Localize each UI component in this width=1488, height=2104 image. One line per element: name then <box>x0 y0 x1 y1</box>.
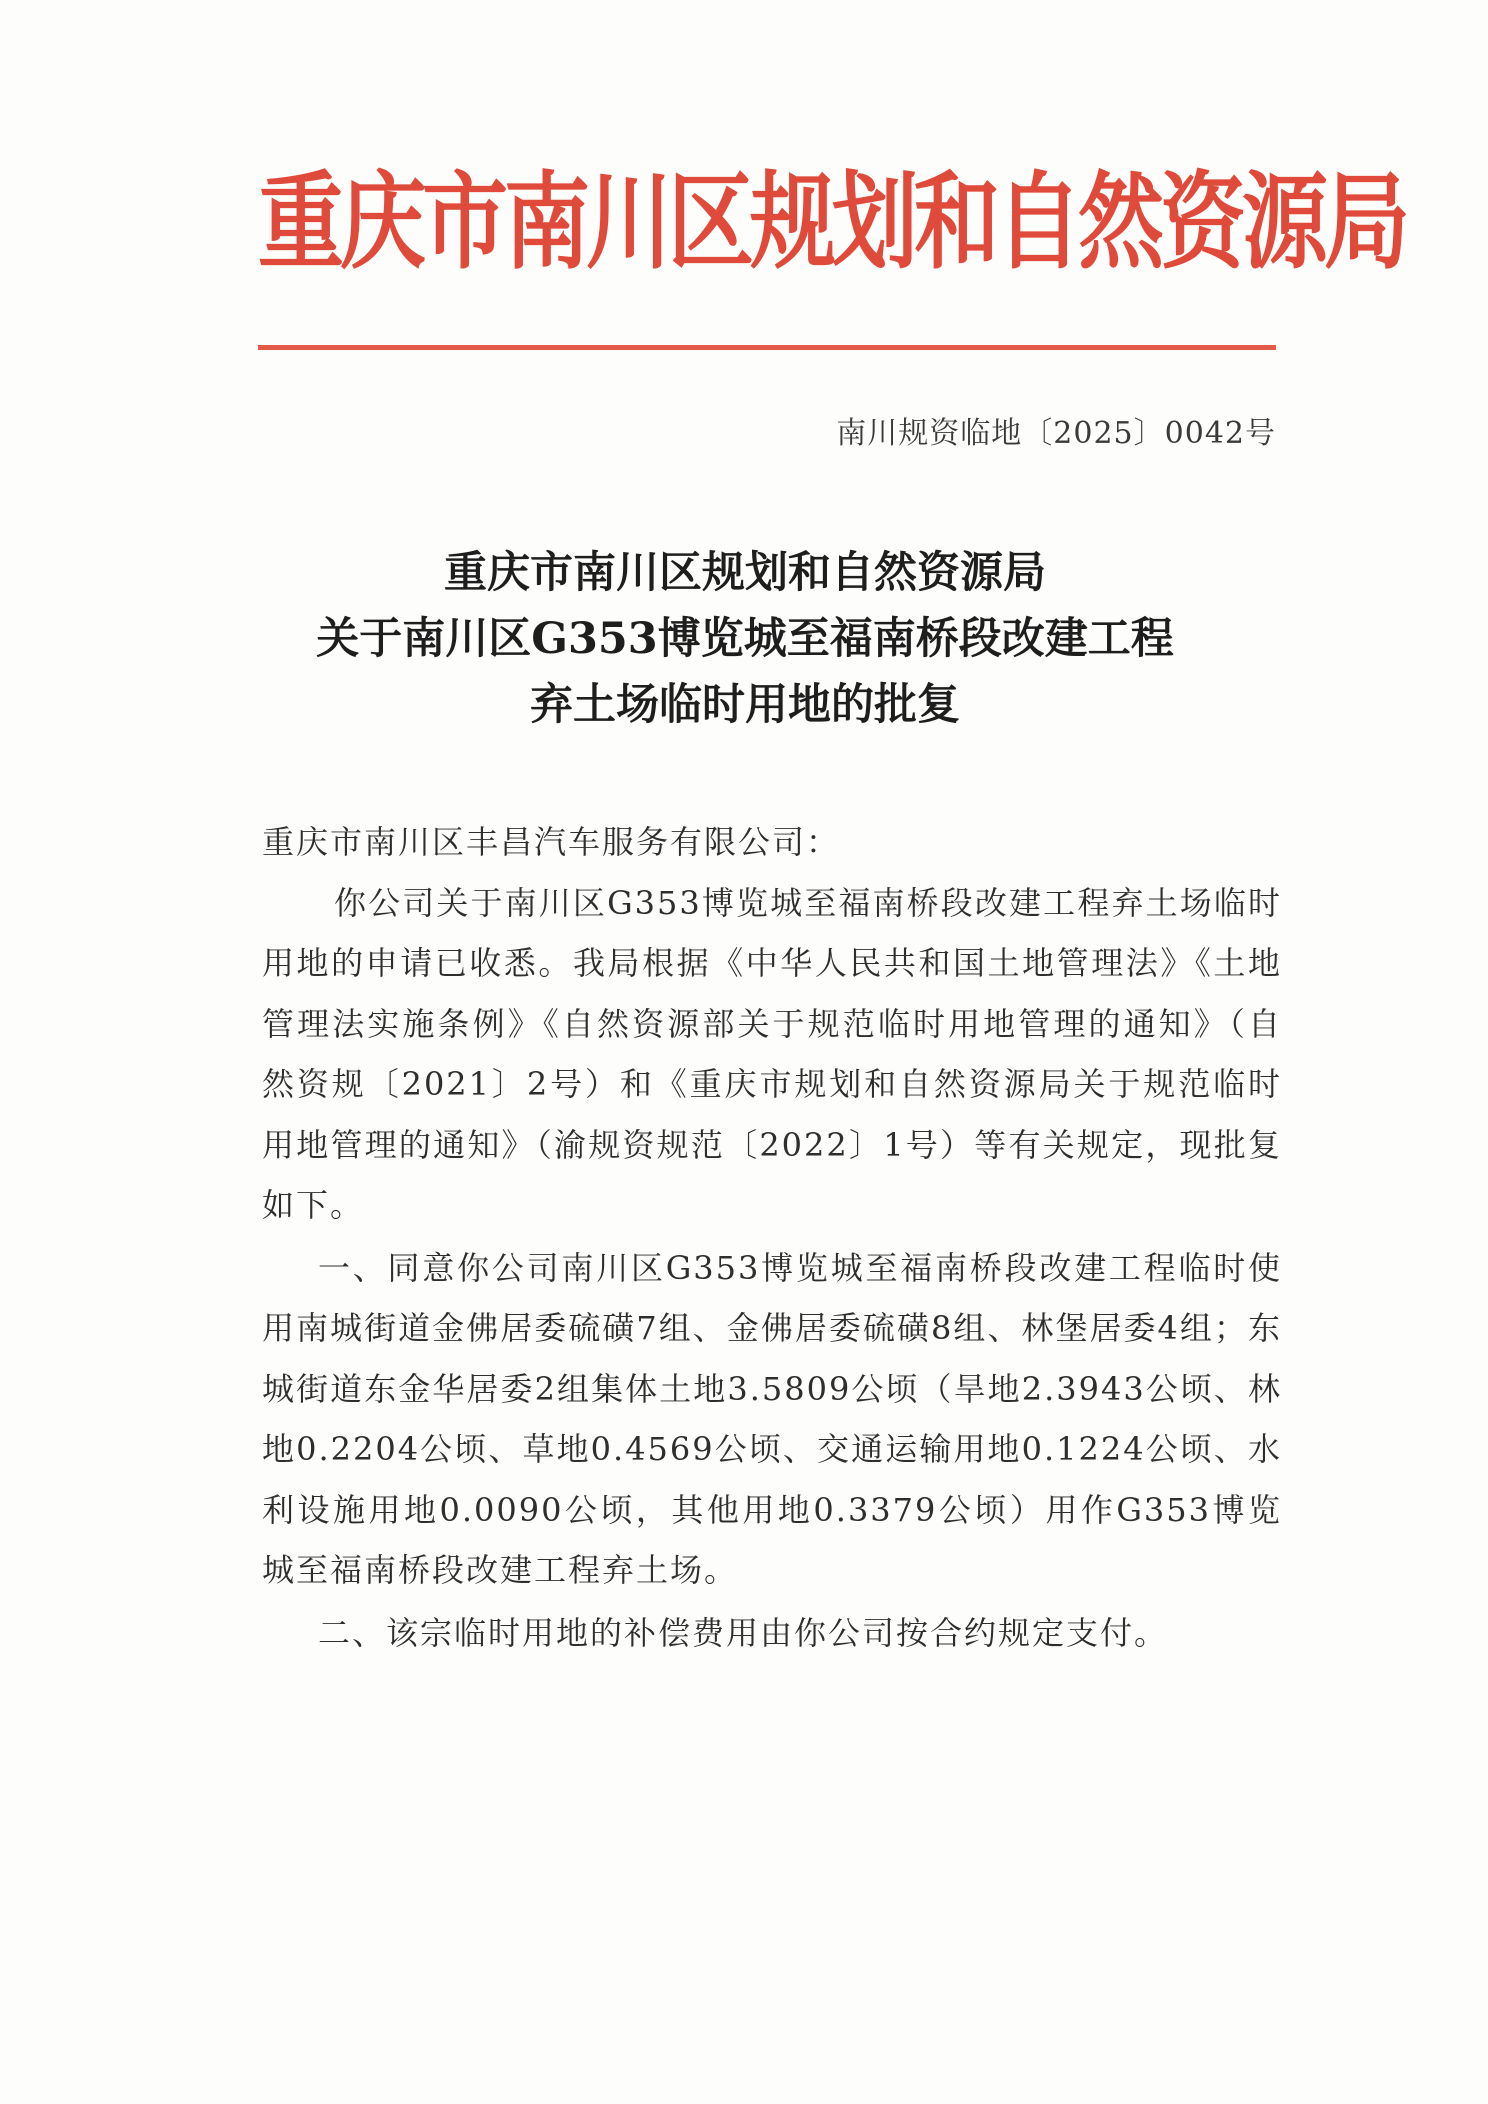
letterhead-org-name: 重庆市南川区规划和自然资源局 <box>258 161 1406 284</box>
paragraph-intro: 你公司关于南川区G353博览城至福南桥段改建工程弃土场临时用地的申请已收悉。我局根据《中华人民共和国土地管理法》《土地管理法实施条例》《自然资源部关于规范临时用地管理的通知》（自然资规〔2021〕2号）和《重庆市规划和自然资源局关于规范临时用地管理的通知》（渝规资规范〔2022〕1号）等有关规定，现批复如下。 <box>262 883 1282 1224</box>
title-line-1: 重庆市南川区规划和自然资源局 <box>444 548 1046 598</box>
document-body <box>262 812 1282 1663</box>
title-line-3: 弃土场临时用地的批复 <box>530 680 960 730</box>
paragraph-item-2: 二、该宗临时用地的补偿费用由你公司按合约规定支付。 <box>318 1613 1169 1652</box>
title-line-2: 关于南川区G353博览城至福南桥段改建工程 <box>316 614 1174 664</box>
paragraph-item-1: 一、同意你公司南川区G353博览城至福南桥段改建工程临时使用南城街道金佛居委硫磺7组、金佛居委硫磺8组、林堡居委4组；东城街道东金华居委2组集体土地3.5809公顷（旱地2.3943公顷、林地0.2204公顷、草地0.4569公顷、交通运输用地0.1224公顷、水利设施用地0.0090公顷，其他用地0.3379公顷）用作G353博览城至福南桥段改建工程弃土场。 <box>262 1248 1282 1589</box>
document-number: 南川规资临地〔2025〕0042号 <box>836 416 1276 451</box>
letterhead-red-rule <box>258 345 1276 350</box>
salutation: 重庆市南川区丰昌汽车服务有限公司： <box>262 823 841 861</box>
document-title <box>180 540 1310 738</box>
